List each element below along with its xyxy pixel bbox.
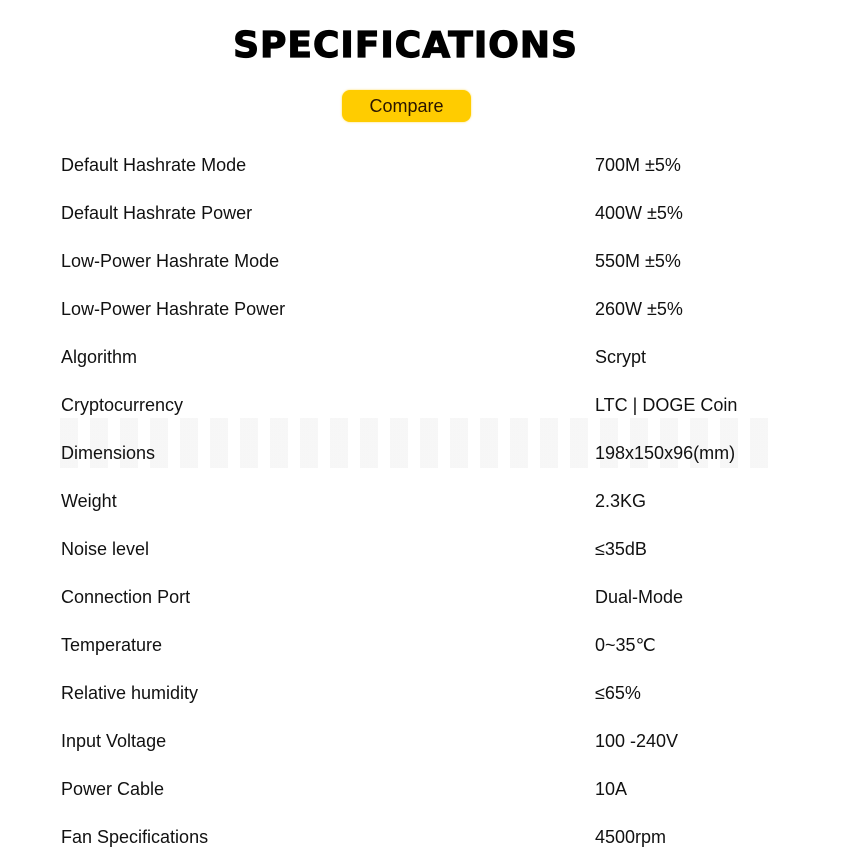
spec-value: 10A — [595, 779, 628, 799]
spec-label: Power Cable — [61, 779, 165, 799]
spec-value: ≤35dB — [595, 539, 647, 559]
spec-label: Noise level — [61, 539, 150, 559]
spec-value: LTC | DOGE Coin — [595, 395, 738, 415]
spec-row-dimensions — [0, 429, 842, 477]
spec-value: 400W ±5% — [595, 203, 683, 223]
spec-label: Default Hashrate Power — [61, 203, 253, 223]
spec-row-connection-port — [0, 573, 842, 621]
spec-label: Cryptocurrency — [61, 395, 184, 415]
spec-row-power-cable — [0, 765, 842, 813]
spec-label: Weight — [61, 491, 117, 511]
spec-label: Dimensions — [61, 443, 156, 463]
spec-label: Input Voltage — [61, 731, 167, 751]
spec-value: 0~35℃ — [595, 635, 656, 655]
spec-value: 100 -240V — [595, 731, 679, 751]
spec-row-algorithm — [0, 333, 842, 381]
spec-value: 700M ±5% — [595, 155, 681, 175]
compare-button[interactable]: Compare — [342, 90, 471, 122]
spec-label: Relative humidity — [61, 683, 199, 703]
page-title: SPECIFICATIONS — [233, 25, 578, 66]
spec-value: 198x150x96(mm) — [595, 443, 736, 463]
spec-label: Default Hashrate Mode — [61, 155, 247, 175]
spec-row-low-power-hashrate-power — [0, 285, 842, 333]
spec-label: Temperature — [61, 635, 163, 655]
spec-label: Low-Power Hashrate Mode — [61, 251, 280, 271]
spec-row-fan-specifications — [0, 813, 842, 850]
spec-row-input-voltage — [0, 717, 842, 765]
spec-value: Scrypt — [595, 347, 647, 367]
spec-row-cryptocurrency — [0, 381, 842, 429]
spec-value: 2.3KG — [595, 491, 647, 511]
spec-label: Connection Port — [61, 587, 191, 607]
spec-label: Fan Specifications — [61, 827, 209, 847]
spec-label: Low-Power Hashrate Power — [61, 299, 286, 319]
spec-value: 4500rpm — [595, 827, 667, 847]
spec-row-weight — [0, 477, 842, 525]
spec-row-temperature — [0, 621, 842, 669]
spec-row-relative-humidity — [0, 669, 842, 717]
spec-table — [0, 141, 842, 850]
spec-value: Dual-Mode — [595, 587, 684, 607]
spec-row-low-power-hashrate-mode — [0, 237, 842, 285]
spec-row-default-hashrate-mode — [0, 141, 842, 189]
spec-value: 260W ±5% — [595, 299, 683, 319]
spec-row-default-hashrate-power — [0, 189, 842, 237]
spec-label: Algorithm — [61, 347, 138, 367]
spec-row-noise-level — [0, 525, 842, 573]
spec-value: 550M ±5% — [595, 251, 681, 271]
spec-value: ≤65% — [595, 683, 641, 703]
